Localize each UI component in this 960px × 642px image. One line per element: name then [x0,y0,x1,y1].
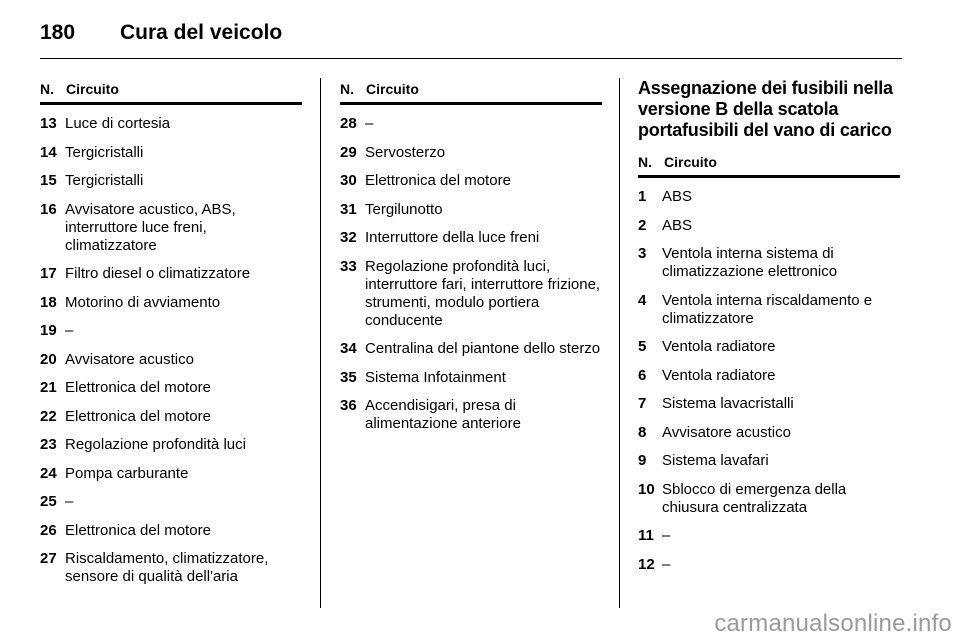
table-header [638,151,900,178]
fuse-number: 20 [40,350,57,368]
header-num: N. [638,154,652,170]
fuse-number: 27 [40,550,57,567]
circuit-label: Avvisatore acustico, ABS, interruttore luce freni, climatizzatore [65,200,236,254]
table-row [340,144,602,162]
table-row [340,229,602,247]
fuse-number: 25 [40,493,57,510]
table-row [40,493,302,511]
table-row [340,397,602,433]
fuse-number: 30 [340,172,357,189]
column-divider [619,78,620,608]
table-row [638,424,900,442]
circuit-label: Interruttore della luce freni [365,229,540,246]
fuse-number: 16 [40,200,57,218]
fuse-number: 17 [40,265,57,282]
circuit-label: Tergicristalli [65,172,144,189]
fuse-number: 4 [638,291,647,309]
table-row [340,369,602,387]
fuse-number: 9 [638,452,647,469]
fuse-number: 13 [40,115,57,132]
circuit-label: Tergilunotto [365,200,443,218]
table-row [40,408,302,426]
fuse-number: 6 [638,366,647,384]
fuse-number: 8 [638,423,647,441]
table-row [340,258,602,330]
table-row [340,172,602,190]
circuit-label: – [65,493,74,510]
table-row [638,556,900,574]
circuit-label: Pompa carburante [65,464,189,482]
table-row [638,527,900,545]
circuit-label: – [662,527,671,544]
table-row [638,245,900,281]
table-row [638,367,900,385]
fuse-number: 2 [638,216,647,234]
table-row [638,452,900,470]
circuit-label: Avvisatore acustico [65,350,194,368]
table-row [40,322,302,340]
fuse-number: 34 [340,340,357,357]
fuse-number: 32 [340,229,357,246]
circuit-label: Ventola interna sistema di climatizzazione elettronico [662,245,838,280]
circuit-label: Sistema Infotainment [365,368,506,386]
fuse-number: 19 [40,322,57,339]
fuse-table-column-3 [638,78,900,584]
circuit-label: – [65,322,74,339]
fuse-number: 18 [40,293,57,311]
circuit-label: Filtro diesel o climatizzatore [65,265,251,282]
fuse-number: 10 [638,480,655,498]
table-row [638,188,900,206]
table-row [40,550,302,586]
circuit-label: Sistema lavafari [662,452,769,469]
fuse-number: 23 [40,436,57,453]
table-row [638,292,900,328]
section-heading: Assegnazione dei fusibili nella versione B della scatola portafusibili del vano di carico [638,78,893,140]
circuit-label: Elettronica del motore [65,379,211,396]
circuit-label: – [365,115,374,132]
table-row [40,351,302,369]
circuit-label: ABS [662,216,693,234]
page-number: 180 [40,21,76,44]
fuse-number: 11 [638,527,654,544]
circuit-label: Centralina del piantone dello sterzo [365,340,601,357]
circuit-label: Regolazione profondità luci, interruttore fari, interruttore frizione, strumenti, modulo portiera conducente [365,257,601,329]
circuit-label: Accendisigari, presa di alimentazione anteriore [365,397,521,432]
circuit-label: ABS [662,188,693,205]
table-row [40,115,302,133]
table-header [40,78,302,105]
table-row [638,338,900,356]
table-row [638,217,900,235]
table-row [340,340,602,358]
circuit-label: Luce di cortesia [65,115,171,132]
fuse-number: 33 [340,257,357,275]
fuse-number: 31 [340,200,357,218]
table-row [40,294,302,312]
fuse-number: 22 [40,407,57,425]
circuit-label: Sblocco di emergenza della chiusura centralizzata [662,480,847,516]
circuit-label: Elettronica del motore [365,172,511,189]
page-header [40,18,902,59]
header-circuit: Circuito [66,81,119,97]
table-row [40,465,302,483]
circuit-label: Elettronica del motore [65,521,211,539]
table-row [340,115,602,133]
fuse-number: 36 [340,397,357,414]
circuit-label: Ventola interna riscaldamento e climatizzatore [662,291,873,327]
circuit-label: Servosterzo [365,143,446,161]
table-row [40,436,302,454]
fuse-number: 21 [40,379,57,396]
circuit-label: Regolazione profondità luci [65,436,246,453]
table-row [638,395,900,413]
fuse-number: 35 [340,368,357,386]
table-row [40,144,302,162]
circuit-label: Tergicristalli [65,143,144,161]
table-row [40,522,302,540]
fuse-table-column-2 [340,78,602,444]
header-num: N. [40,81,54,97]
circuit-label: Riscaldamento, climatizzatore, sensore di qualità dell'aria [65,550,269,585]
fuse-number: 12 [638,555,655,573]
circuit-label: Motorino di avviamento [65,293,221,311]
watermark: carmanualsonline.info [714,610,952,637]
table-row [340,201,602,219]
circuit-label: Elettronica del motore [65,407,211,425]
table-row [638,481,900,517]
fuse-number: 1 [638,188,647,205]
header-num: N. [340,81,354,97]
fuse-table-column-1 [40,78,302,597]
circuit-label: Ventola radiatore [662,366,776,384]
table-header [340,78,602,105]
header-circuit: Circuito [366,81,419,97]
table-row [40,265,302,283]
table-row [40,379,302,397]
header-circuit: Circuito [664,154,717,170]
fuse-number: 7 [638,395,647,412]
fuse-number: 28 [340,115,357,132]
circuit-label: Ventola radiatore [662,338,776,355]
fuse-number: 5 [638,338,647,355]
column-divider [320,78,321,608]
fuse-number: 15 [40,172,57,189]
fuse-number: 29 [340,143,357,161]
fuse-number: 3 [638,245,647,262]
fuse-number: 14 [40,143,57,161]
chapter-title: Cura del veicolo [120,21,283,44]
circuit-label: – [662,555,671,573]
table-row [40,201,302,255]
table-row [40,172,302,190]
fuse-number: 26 [40,521,57,539]
circuit-label: Avvisatore acustico [662,423,791,441]
fuse-number: 24 [40,464,57,482]
circuit-label: Sistema lavacristalli [662,395,794,412]
